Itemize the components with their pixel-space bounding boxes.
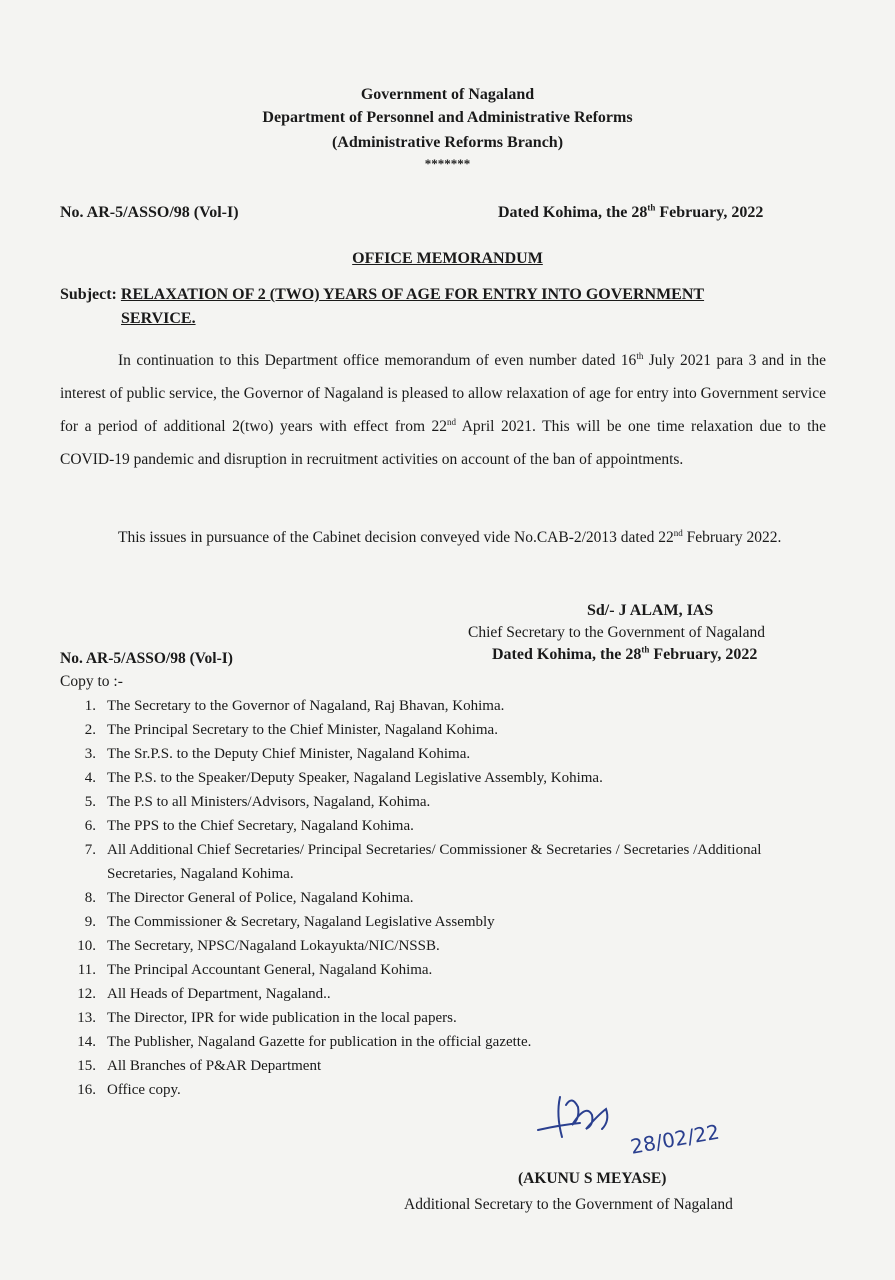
issuer-designation: Additional Secretary to the Government of Nagaland (404, 1196, 733, 1213)
copy-item-text: The Principal Accountant General, Nagaland Kohima. (107, 962, 433, 978)
subject-line-2: SERVICE. (121, 310, 196, 327)
copy-item-text: The Commissioner & Secretary, Nagaland Legislative Assembly (107, 914, 495, 930)
copy-item-number: 11. (77, 962, 96, 978)
copy-item-number: 13. (77, 1010, 96, 1026)
copy-item-text: The Publisher, Nagaland Gazette for publication in the official gazette. (107, 1034, 532, 1050)
subject-label: Subject: (60, 286, 117, 303)
body-paragraph-2: This issues in pursuance of the Cabinet decision conveyed vide No.CAB-2/2013 dated 22nd February 2022. (118, 527, 782, 546)
subject-line-1 (60, 286, 704, 304)
government-name: Government of Nagaland (360, 86, 535, 103)
reference-number: No. AR-5/ASSO/98 (Vol-I) (60, 204, 239, 221)
copy-list-item (60, 1030, 830, 1054)
copy-item-number: 10. (77, 938, 96, 954)
copy-item-number: 15. (77, 1058, 96, 1074)
copy-to-label: Copy to :- (60, 673, 123, 690)
copy-item-number: 16. (77, 1082, 96, 1098)
copy-list-item (60, 814, 830, 838)
copy-list-item (60, 910, 830, 934)
copy-item-number: 14. (77, 1034, 96, 1050)
copy-list-item (60, 886, 830, 910)
copy-item-text: Office copy. (107, 1082, 181, 1098)
copy-item-number: 7. (84, 842, 96, 858)
copy-list-item (60, 766, 830, 790)
subject-text: RELAXATION OF 2 (TWO) YEARS OF AGE FOR ENTRY INTO GOVERNMENT (120, 286, 705, 303)
copy-list-item (60, 790, 830, 814)
copy-list (60, 694, 830, 1102)
copy-list-item (60, 934, 830, 958)
copy-item-text: The Sr.P.S. to the Deputy Chief Minister, Nagaland Kohima. (107, 746, 471, 762)
copy-list-item (60, 838, 830, 886)
copy-reference-date: Dated Kohima, the 28th February, 2022 (492, 644, 758, 663)
copy-item-text: The Secretary to the Governor of Nagaland, Raj Bhavan, Kohima. (107, 698, 505, 714)
copy-item-text: All Additional Chief Secretaries/ Principal Secretaries/ Commissioner & Secretaries / Secretaries /Additional Secretaries, Nagaland Kohima. (107, 842, 762, 882)
copy-item-number: 2. (84, 722, 96, 738)
issuer-name: (AKUNU S MEYASE) (518, 1170, 667, 1187)
copy-list-item (60, 1054, 830, 1078)
copy-item-text: The Principal Secretary to the Chief Minister, Nagaland Kohima. (107, 722, 498, 738)
memo-title: OFFICE MEMORANDUM (352, 250, 543, 267)
copy-item-number: 12. (77, 986, 96, 1002)
branch-name: (Administrative Reforms Branch) (331, 134, 564, 151)
copy-list-item (60, 742, 830, 766)
copy-item-number: 1. (84, 698, 96, 714)
copy-list-item (60, 694, 830, 718)
copy-item-text: The P.S to all Ministers/Advisors, Nagaland, Kohima. (107, 794, 431, 810)
body-paragraph-1: In continuation to this Department office memorandum of even number dated 16th July 2021 para 3 and in the interest of public service, the Governor of Nagaland is pleased to allow relaxation of age for entry into Government service for a period of additional 2(two) years with effect from 22nd April 2021. This will be one time relaxation due to the COVID-19 pandemic and disruption in recruitment activities on account of the ban of appointments. (60, 350, 826, 468)
copy-item-number: 5. (84, 794, 96, 810)
reference-date: Dated Kohima, the 28th February, 2022 (498, 202, 764, 221)
copy-item-number: 4. (84, 770, 96, 786)
copy-list-item (60, 982, 830, 1006)
copy-item-text: The Director, IPR for wide publication in the local papers. (107, 1010, 457, 1026)
copy-item-number: 8. (84, 890, 96, 906)
copy-reference-number: No. AR-5/ASSO/98 (Vol-I) (60, 650, 233, 667)
copy-item-text: The P.S. to the Speaker/Deputy Speaker, Nagaland Legislative Assembly, Kohima. (107, 770, 603, 786)
department-name: Department of Personnel and Administrative Reforms (262, 109, 633, 126)
copy-item-text: The PPS to the Chief Secretary, Nagaland Kohima. (107, 818, 414, 834)
signatory-name: Sd/- J ALAM, IAS (587, 602, 714, 619)
copy-item-text: All Branches of P&AR Department (107, 1058, 322, 1074)
header-stars: ******* (424, 156, 471, 171)
copy-item-number: 6. (84, 818, 96, 834)
handwritten-signature (520, 1085, 770, 1165)
copy-item-text: The Director General of Police, Nagaland Kohima. (107, 890, 414, 906)
copy-item-text: All Heads of Department, Nagaland.. (107, 986, 331, 1002)
copy-list-item (60, 958, 830, 982)
copy-item-number: 3. (84, 746, 96, 762)
signatory-designation: Chief Secretary to the Government of Nagaland (468, 624, 765, 641)
copy-item-text: The Secretary, NPSC/Nagaland Lokayukta/NIC/NSSB. (107, 938, 440, 954)
copy-list-item (60, 718, 830, 742)
copy-list-item (60, 1006, 830, 1030)
signature-date: 28/02/22 (628, 1119, 722, 1159)
copy-item-number: 9. (84, 914, 96, 930)
